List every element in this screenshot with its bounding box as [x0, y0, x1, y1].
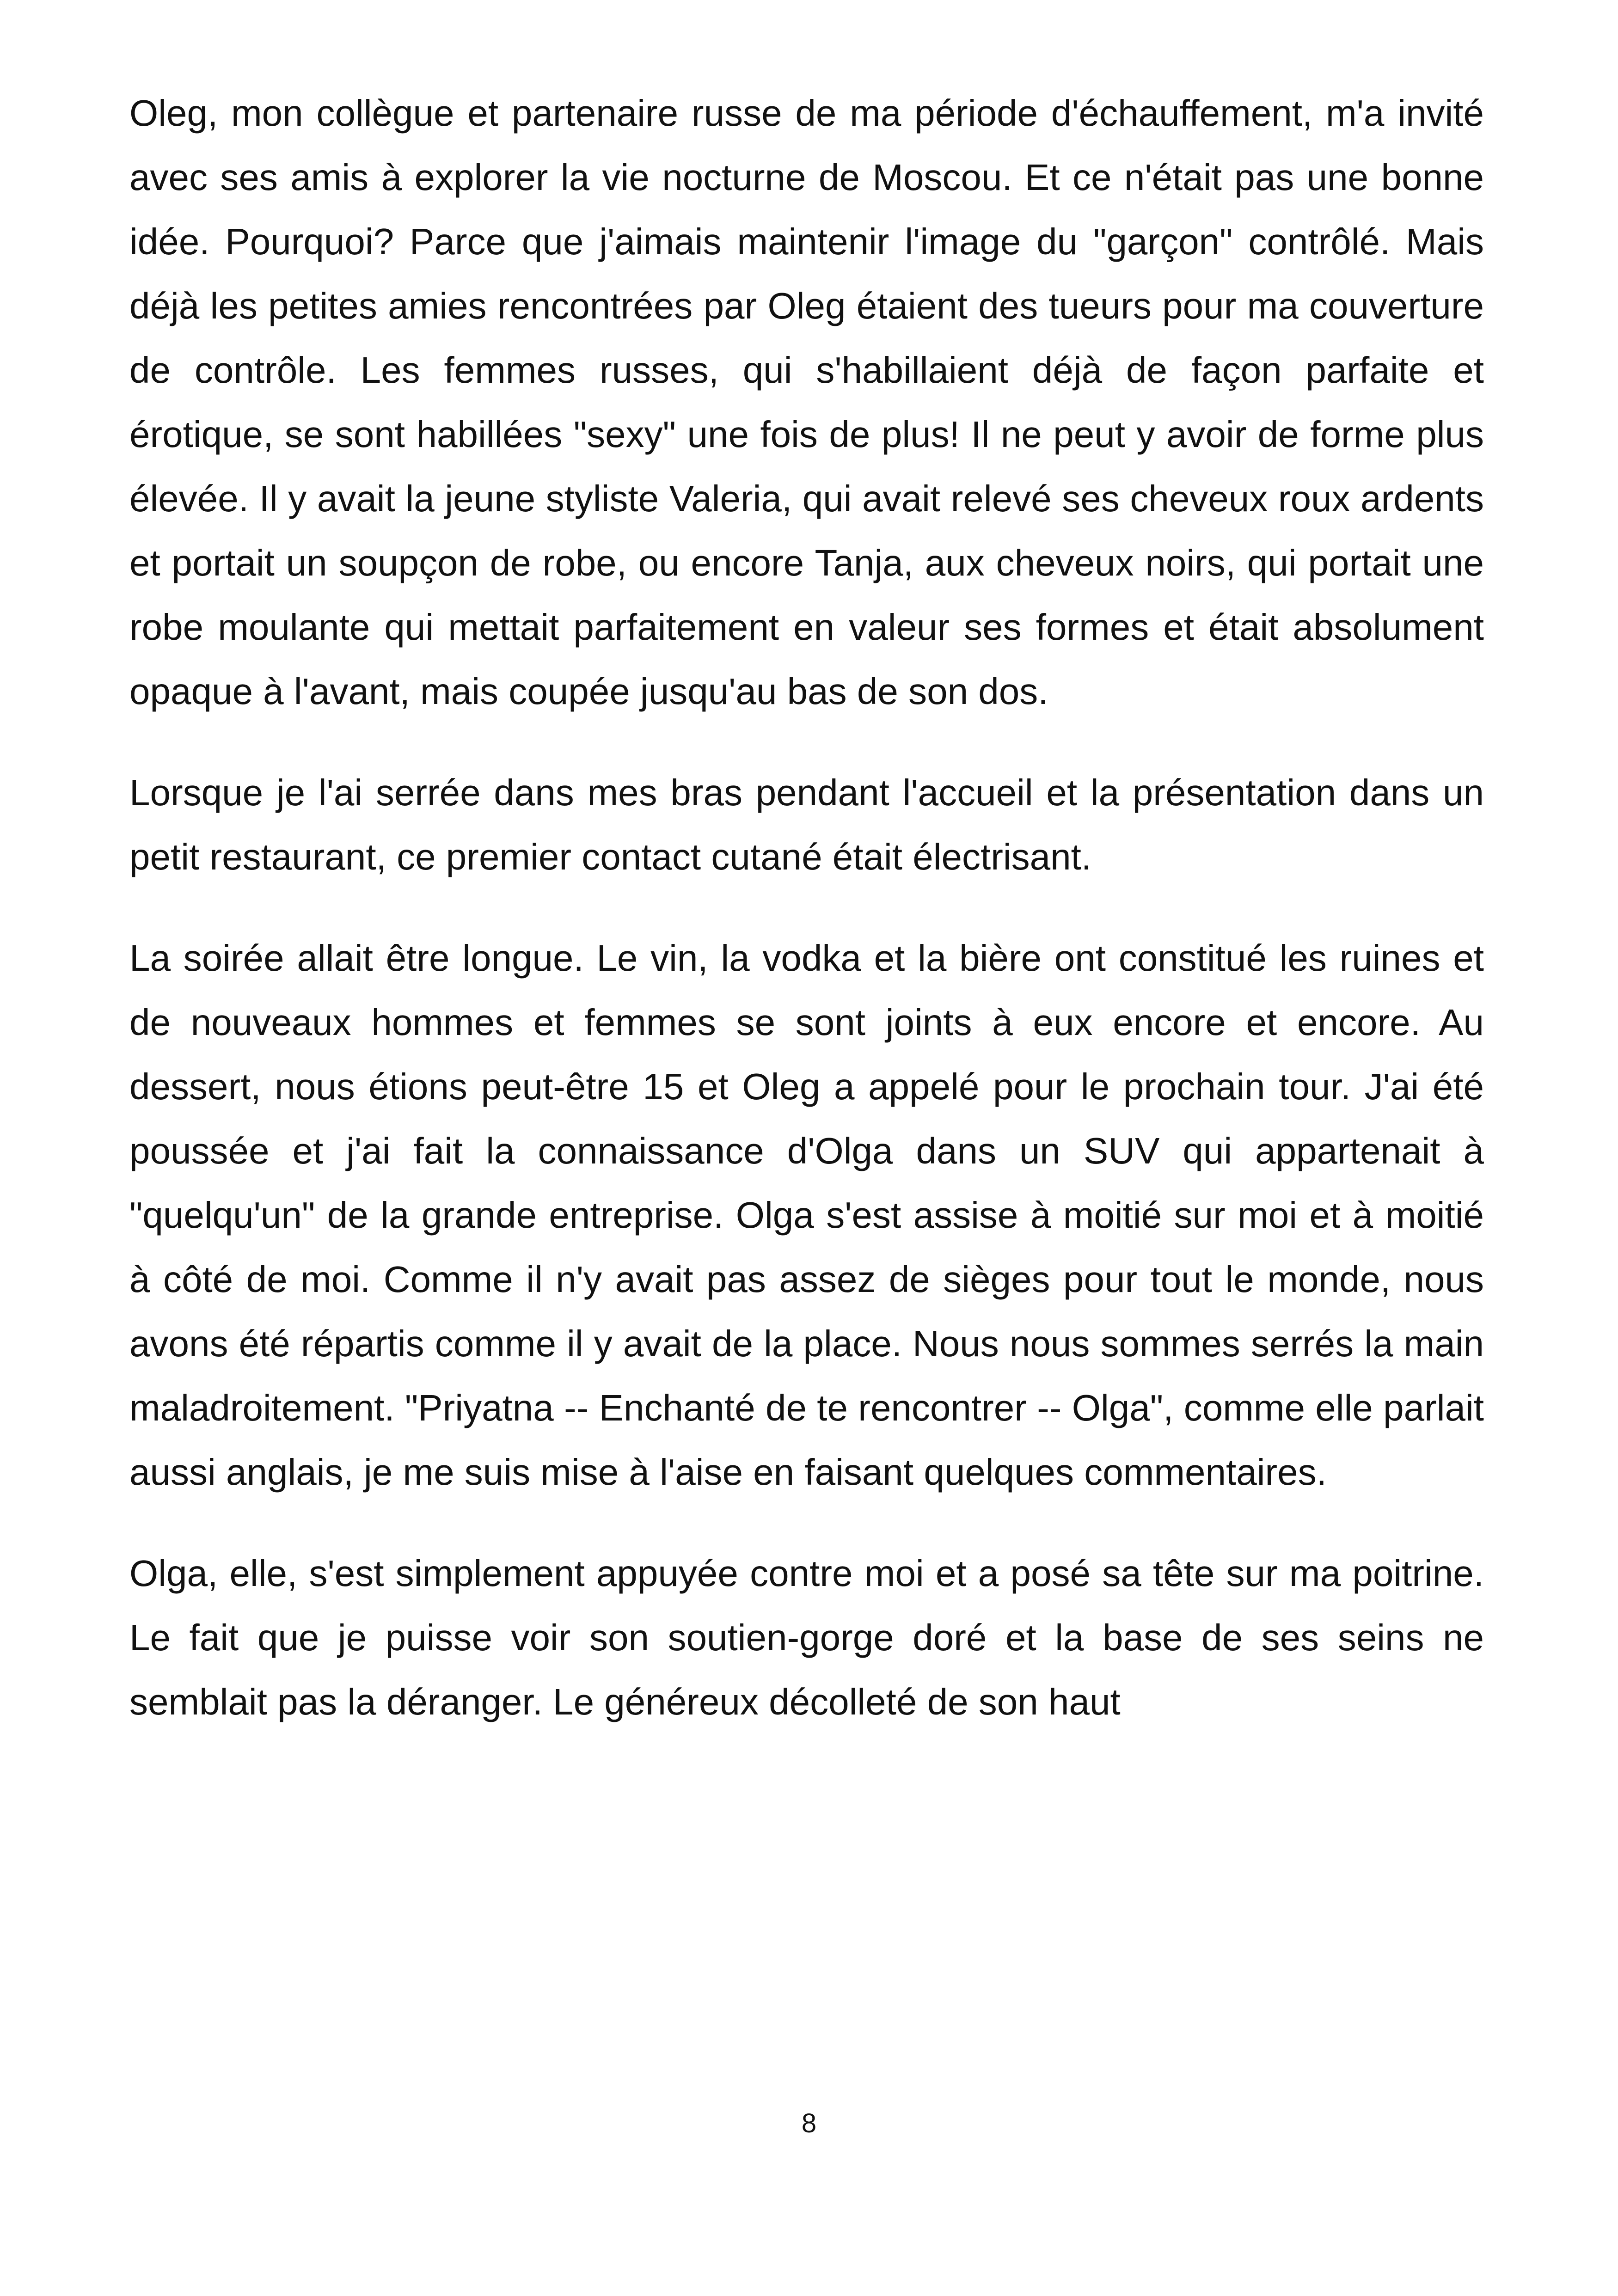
paragraph-3: La soirée allait être longue. Le vin, la vodka et la bière ont constitué les ruines et de nouveaux hommes et femmes se sont joints à eux encore et encore. Au dessert, nous étions peut-être 15 et Oleg a appelé pour le prochain tour. J'ai été poussée et j'ai fait la connaissance d'Olga dans un SUV qui appartenait à "quelqu'un" de la grande entreprise. Olga s'est assise à moitié sur moi et à moitié à côté de moi. Comme il n'y avait pas assez de sièges pour tout le monde, nous avons été répartis comme il y avait de la place. Nous nous sommes serrés la main maladroitement. "Priyatna -- Enchanté de te rencontrer -- Olga", comme elle parlait aussi anglais, je me suis mise à l'aise en faisant quelques commentaires. — [129, 937, 1484, 1493]
paragraph-1: Oleg, mon collègue et partenaire russe de ma période d'échauffement, m'a invité avec ses amis à explorer la vie nocturne de Moscou. Et ce n'était pas une bonne idée. Pourquoi? Parce que j'aimais maintenir l'image du "garçon" contrôlé. Mais déjà les petites amies rencontrées par Oleg étaient des tueurs pour ma couverture de contrôle. Les femmes russes, qui s'habillaient déjà de façon parfaite et érotique, se sont habillées "sexy" une fois de plus! Il ne peut y avoir de forme plus élevée. Il y avait la jeune styliste Valeria, qui avait relevé ses cheveux roux ardents et portait un soupçon de robe, ou encore Tanja, aux cheveux noirs, qui portait une robe moulante qui mettait parfaitement en valeur ses formes et était absolument opaque à l'avant, mais coupée jusqu'au bas de son dos. — [129, 92, 1484, 712]
paragraph-2: Lorsque je l'ai serrée dans mes bras pendant l'accueil et la présentation dans un petit restaurant, ce premier contact cutané était électrisant. — [129, 772, 1484, 877]
page-number: 8 — [801, 2108, 817, 2138]
paragraph-4: Olga, elle, s'est simplement appuyée contre moi et a posé sa tête sur ma poitrine. Le fait que je puisse voir son soutien-gorge doré et la base de ses seins ne semblait pas la déranger. Le généreux décolleté de son haut — [129, 1553, 1484, 1722]
body-text — [129, 81, 1484, 1771]
